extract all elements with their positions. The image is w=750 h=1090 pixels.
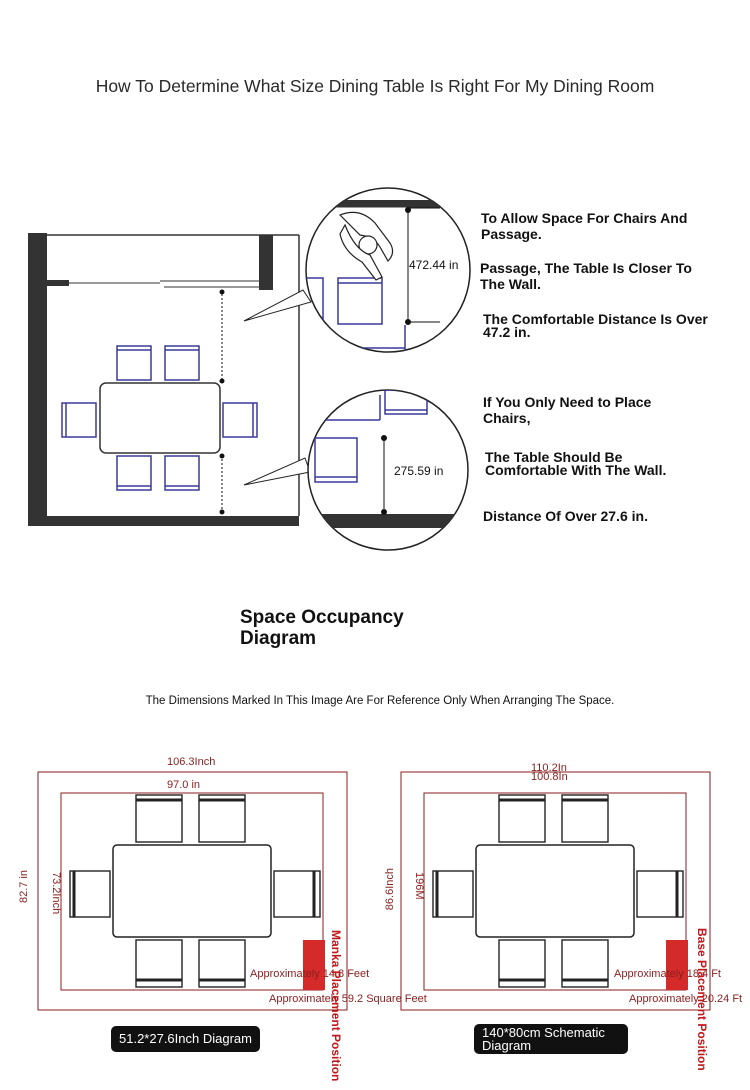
room-table-set xyxy=(62,346,257,490)
chair xyxy=(62,403,96,437)
right-outer-height: 86.6Inch xyxy=(384,868,396,911)
note-1: To Allow Space For Chairs And Passage. xyxy=(481,210,688,242)
note-3: The Comfortable Distance Is Over 47.2 in. xyxy=(483,311,708,340)
right-inner-width: 100.8In xyxy=(531,771,568,783)
chair xyxy=(223,403,257,437)
right-area-sqft: Approximately 20.24 Ft xyxy=(629,993,743,1005)
note-2: Passage, The Table Is Closer To The Wall. xyxy=(480,260,692,292)
table xyxy=(476,845,634,937)
right-caption: 140*80cm Schematic Diagram xyxy=(474,1024,628,1054)
right-placement: Base Placement Position xyxy=(695,928,709,1071)
right-outer-width: 110.2In xyxy=(531,762,567,774)
left-area-feet: Approximately 14.8 Feet xyxy=(250,968,370,980)
left-inner-width: 97.0 in xyxy=(167,779,201,791)
left-placement: Manka Placement Position xyxy=(329,930,343,1082)
right-area-feet: Approximately 18.4 Ft xyxy=(614,968,721,980)
left-wall xyxy=(28,233,47,526)
page-title: How To Determine What Size Dining Table Is Right For My Dining Room xyxy=(95,76,655,96)
placement-marker xyxy=(666,940,688,990)
chair xyxy=(165,346,199,380)
left-area-sqft: Approximately 59.2 Square Feet xyxy=(269,993,427,1005)
note-5: The Table Should Be Comfortable With The Wall. xyxy=(485,449,667,478)
placement-marker xyxy=(303,940,325,990)
left-outer-width: 106.3Inch xyxy=(167,756,216,768)
left-outer-height: 82.7 in xyxy=(18,870,30,904)
chair xyxy=(117,346,151,380)
disclaimer: The Dimensions Marked In This Image Are For Reference Only When Arranging The Space. xyxy=(145,695,615,707)
table xyxy=(113,845,271,937)
chair xyxy=(117,456,151,490)
chair xyxy=(165,456,199,490)
measure-275: 275.59 in xyxy=(394,464,444,478)
left-inner-height: 73.2Inch xyxy=(50,872,62,915)
magnifier-bottom xyxy=(300,390,480,550)
right-inner-height: 196M xyxy=(413,872,425,900)
left-caption: 51.2*27.6Inch Diagram xyxy=(111,1026,260,1052)
bottom-wall xyxy=(28,516,299,526)
right-wall-stub xyxy=(259,235,273,290)
note-6: Distance Of Over 27.6 in. xyxy=(483,508,648,524)
measure-472: 472.44 in xyxy=(409,258,459,272)
dining-table xyxy=(100,383,220,453)
note-4: If You Only Need to Place Chairs, xyxy=(483,394,652,426)
section-title: Space Occupancy Diagram xyxy=(240,607,404,649)
